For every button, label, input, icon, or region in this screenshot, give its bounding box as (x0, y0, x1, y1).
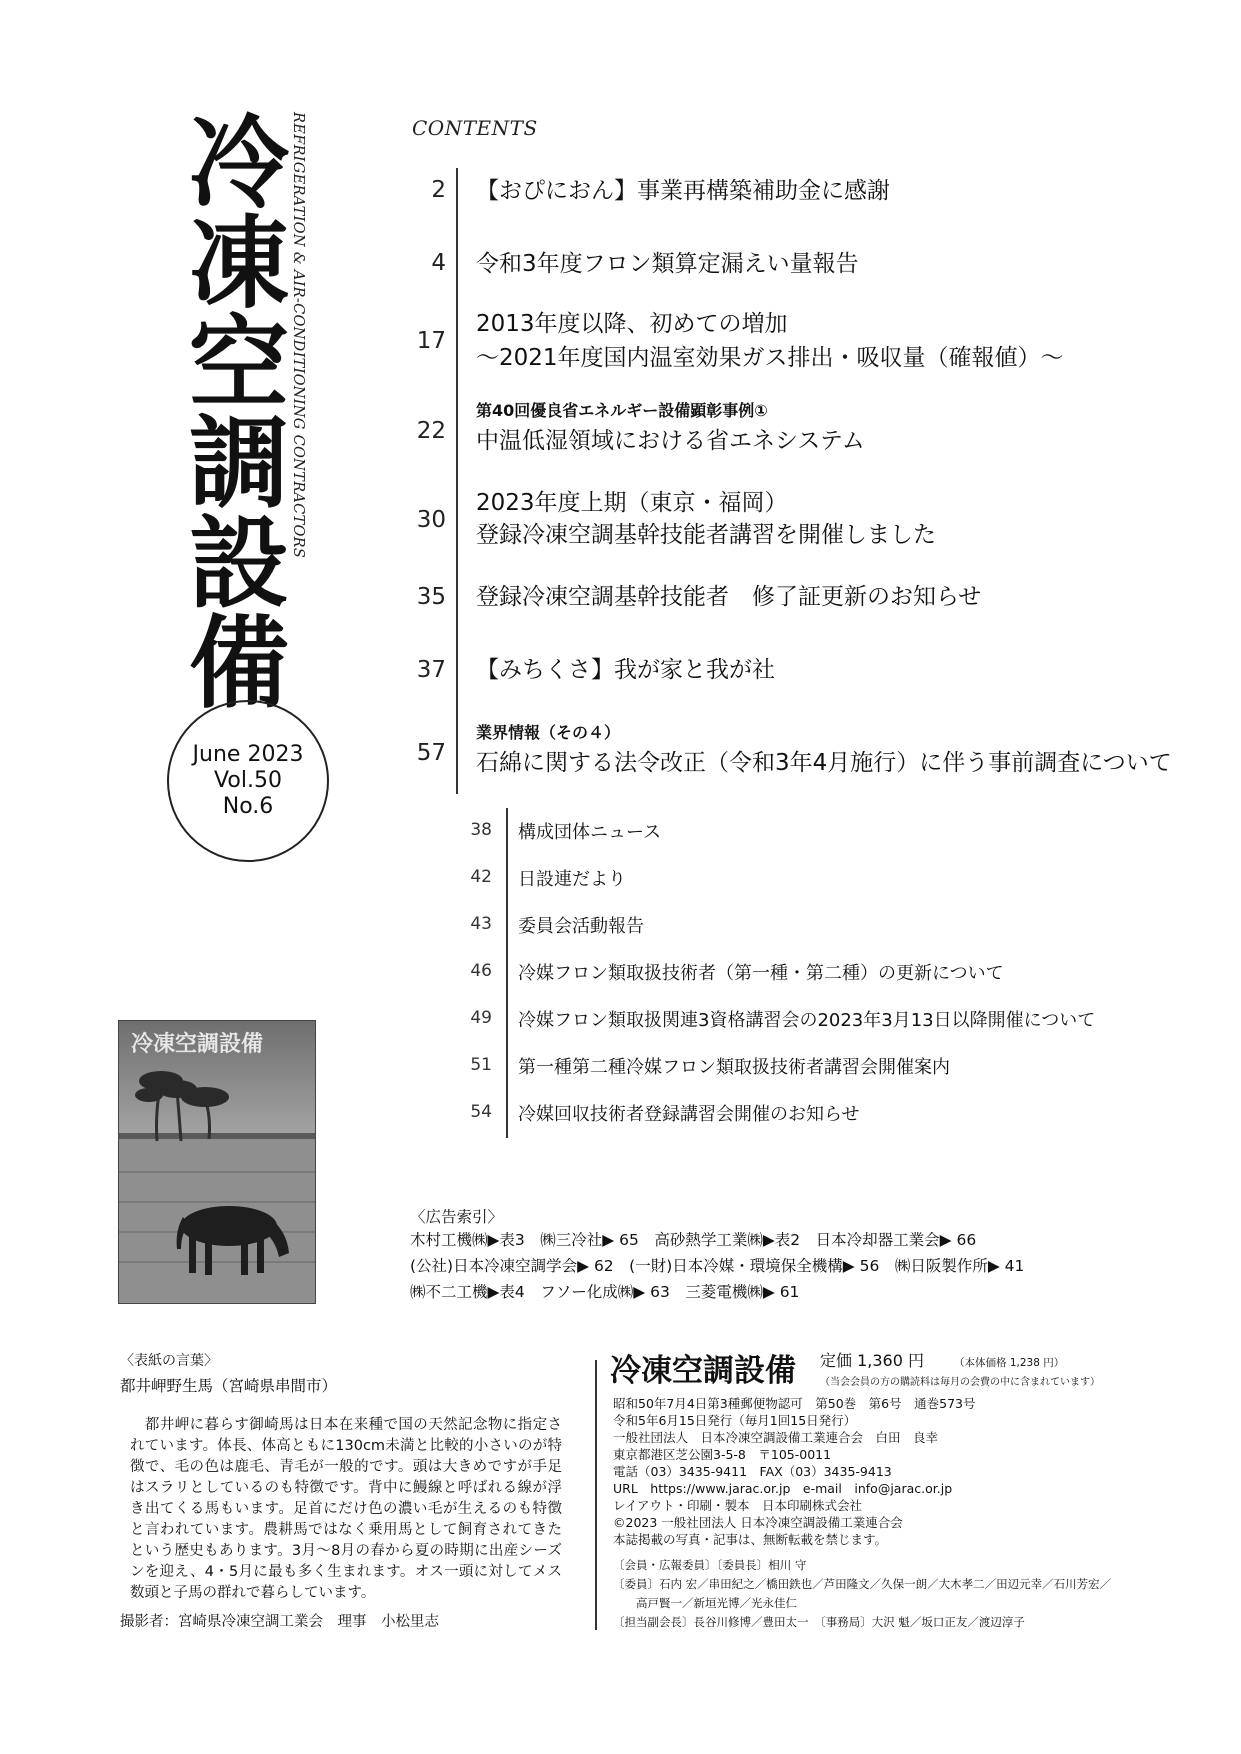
committee-line: 〔委員〕石内 宏／串田紀之／橋田鉄也／芦田隆文／久保一朗／大木孝二／田辺元幸／石川芳宏／ (613, 1577, 1112, 1591)
committee-line: 高戸賢一／新垣光博／光永佳仁 (613, 1596, 797, 1610)
sub-toc-title: 構成団体ニュース (518, 822, 662, 843)
colophon-title: 冷凍空調設備 (610, 1353, 796, 1389)
toc-page: 4 (431, 250, 446, 276)
toc-divider (456, 168, 458, 794)
price-note: （本体価格 1,238 円） (954, 1357, 1065, 1369)
cover-photo-horse (119, 1021, 315, 1303)
colophon-line: ©2023 一般社団法人 日本冷凍空調設備工業連合会 (613, 1515, 903, 1530)
contents-heading: CONTENTS (412, 116, 538, 140)
toc-title: 2013年度以降、初めての増加 (476, 311, 788, 337)
issue-number: No.6 (222, 794, 274, 819)
cover-words-subject: 都井岬野生馬（宮崎県串間市） (120, 1377, 338, 1395)
sub-toc-title: 冷媒フロン類取扱技術者（第一種・第二種）の更新について (518, 963, 1004, 984)
sub-toc-title: 日設連だより (518, 869, 626, 890)
sub-toc-page: 51 (470, 1055, 492, 1075)
cover-words-photographer: 撮影者：宮崎県冷凍空調工業会 理事 小松里志 (120, 1614, 439, 1630)
toc-page: 17 (416, 328, 446, 354)
toc-title: 【おぴにおん】事業再構築補助金に感謝 (476, 178, 890, 204)
toc-page: 2 (431, 177, 446, 203)
colophon-divider (595, 1360, 597, 1630)
sub-toc-title: 冷媒フロン類取扱関連3資格講習会の2023年3月13日以降開催について (518, 1010, 1096, 1031)
toc-title: 石綿に関する法令改正（令和3年4月施行）に伴う事前調査について (476, 750, 1172, 776)
cover-words-body: 都井岬に暮らす御崎馬は日本在来種で国の天然記念物に指定されています。体長、体高ともに130cm未満と比較的小さいのが特徴で、毛の色は鹿毛、青毛が一般的です。頭は大きめですが手足はスラリとしているのも特徴です。背中に鰻線と呼ばれる線が浮き出てくる馬もいます。足首にだけ色の濃い毛が生えるのも特徴と言われています。農耕馬ではなく乗用馬として飼育されてきたという歴史もあります。3月～8月の春から夏の時期に出産シーズンを迎え、4・5月に最も多く生まれます。オス一頭に対してメス数頭と子馬の群れで暮らしています。 (130, 1417, 562, 1601)
toc-page: 35 (416, 584, 446, 610)
toc-series: 業界情報（その４） (476, 723, 621, 742)
magazine-title-english: REFRIGERATION & AIR-CONDITIONING CONTRACTORS (290, 112, 306, 559)
toc-page: 30 (416, 507, 446, 533)
magazine-title: 冷凍空調設備 (172, 110, 290, 710)
ad-index-line: 木村工機㈱▶表3 ㈱三冷社▶ 65 高砂熱学工業㈱▶表2 日本冷却器工業会▶ 66 (410, 1231, 977, 1249)
colophon-line: 令和5年6月15日発行（毎月1回15日発行） (613, 1413, 857, 1428)
sub-toc-page: 38 (470, 820, 492, 840)
price-note-members: （当会会員の方の購読料は毎月の会費の中に含まれています） (820, 1377, 1100, 1388)
toc-title: 2023年度上期（東京・福岡） (476, 490, 788, 516)
toc-title: 令和3年度フロン類算定漏えい量報告 (476, 251, 859, 277)
ad-index-line: ㈱不二工機▶表4 フソー化成㈱▶ 63 三菱電機㈱▶ 61 (410, 1283, 800, 1301)
ad-index-line: (公社)日本冷凍空調学会▶ 62 (一財)日本冷媒・環境保全機構▶ 56 ㈱日阪製作所▶ 41 (410, 1257, 1025, 1275)
toc-title-line2: ～2021年度国内温室効果ガス排出・吸収量（確報値）～ (476, 345, 1064, 371)
sub-toc-page: 46 (470, 961, 492, 981)
sub-toc-title: 冷媒回収技術者登録講習会開催のお知らせ (518, 1104, 860, 1125)
cover-thumbnail (118, 1020, 316, 1304)
colophon-line: 一般社団法人 日本冷凍空調設備工業連合会 白田 良幸 (613, 1430, 939, 1445)
toc-title: 中温低湿領域における省エネシステム (476, 428, 865, 454)
toc-page: 37 (416, 657, 446, 683)
toc-title-line2: 登録冷凍空調基幹技能者講習を開催しました (476, 522, 936, 548)
issue-badge (167, 700, 329, 862)
sub-toc-title: 第一種第二種冷媒フロン類取扱技術者講習会開催案内 (518, 1057, 950, 1078)
committee-line: 〔会員・広報委員〕〔委員長〕相川 守 (613, 1558, 807, 1572)
committee-line: 〔担当副会長〕長谷川修博／豊田太一 〔事務局〕大沢 魁／坂口正友／渡辺淳子 (613, 1615, 1025, 1629)
toc-page: 22 (416, 418, 446, 444)
colophon-line: 電話（03）3435-9411 FAX（03）3435-9413 (613, 1464, 892, 1479)
toc-title: 【みちくさ】我が家と我が社 (476, 657, 775, 683)
issue-volume: Vol.50 (214, 768, 282, 793)
colophon-line: 東京都港区芝公園3-5-8 〒105-0011 (613, 1447, 832, 1462)
colophon-line: レイアウト・印刷・製本 日本印刷株式会社 (613, 1498, 863, 1513)
toc-title: 登録冷凍空調基幹技能者 修了証更新のお知らせ (476, 584, 982, 610)
sub-toc-page: 49 (470, 1008, 492, 1028)
ad-index-heading: 〈広告索引〉 (410, 1208, 504, 1226)
toc-page: 57 (416, 740, 446, 766)
sub-toc-divider (506, 808, 508, 1138)
colophon-line: URL https://www.jarac.or.jp e-mail info@jarac.or.jp (613, 1481, 953, 1496)
cover-thumbnail-title: 冷凍空調設備 (131, 1031, 264, 1057)
sub-toc-page: 42 (470, 867, 492, 887)
sub-toc-page: 43 (470, 914, 492, 934)
cover-words-heading: 〈表紙の言葉〉 (120, 1353, 218, 1369)
price: 定価 1,360 円 (820, 1351, 924, 1370)
toc-series: 第40回優良省エネルギー設備顕彰事例① (476, 401, 768, 420)
sub-toc-page: 54 (470, 1102, 492, 1122)
colophon-line: 昭和50年7月4日第3種郵便物認可 第50巻 第6号 通巻573号 (613, 1396, 976, 1411)
issue-month: June 2023 (192, 742, 304, 767)
sub-toc-title: 委員会活動報告 (518, 916, 644, 937)
colophon-line: 本誌掲載の写真・記事は、無断転載を禁じます。 (613, 1532, 888, 1547)
